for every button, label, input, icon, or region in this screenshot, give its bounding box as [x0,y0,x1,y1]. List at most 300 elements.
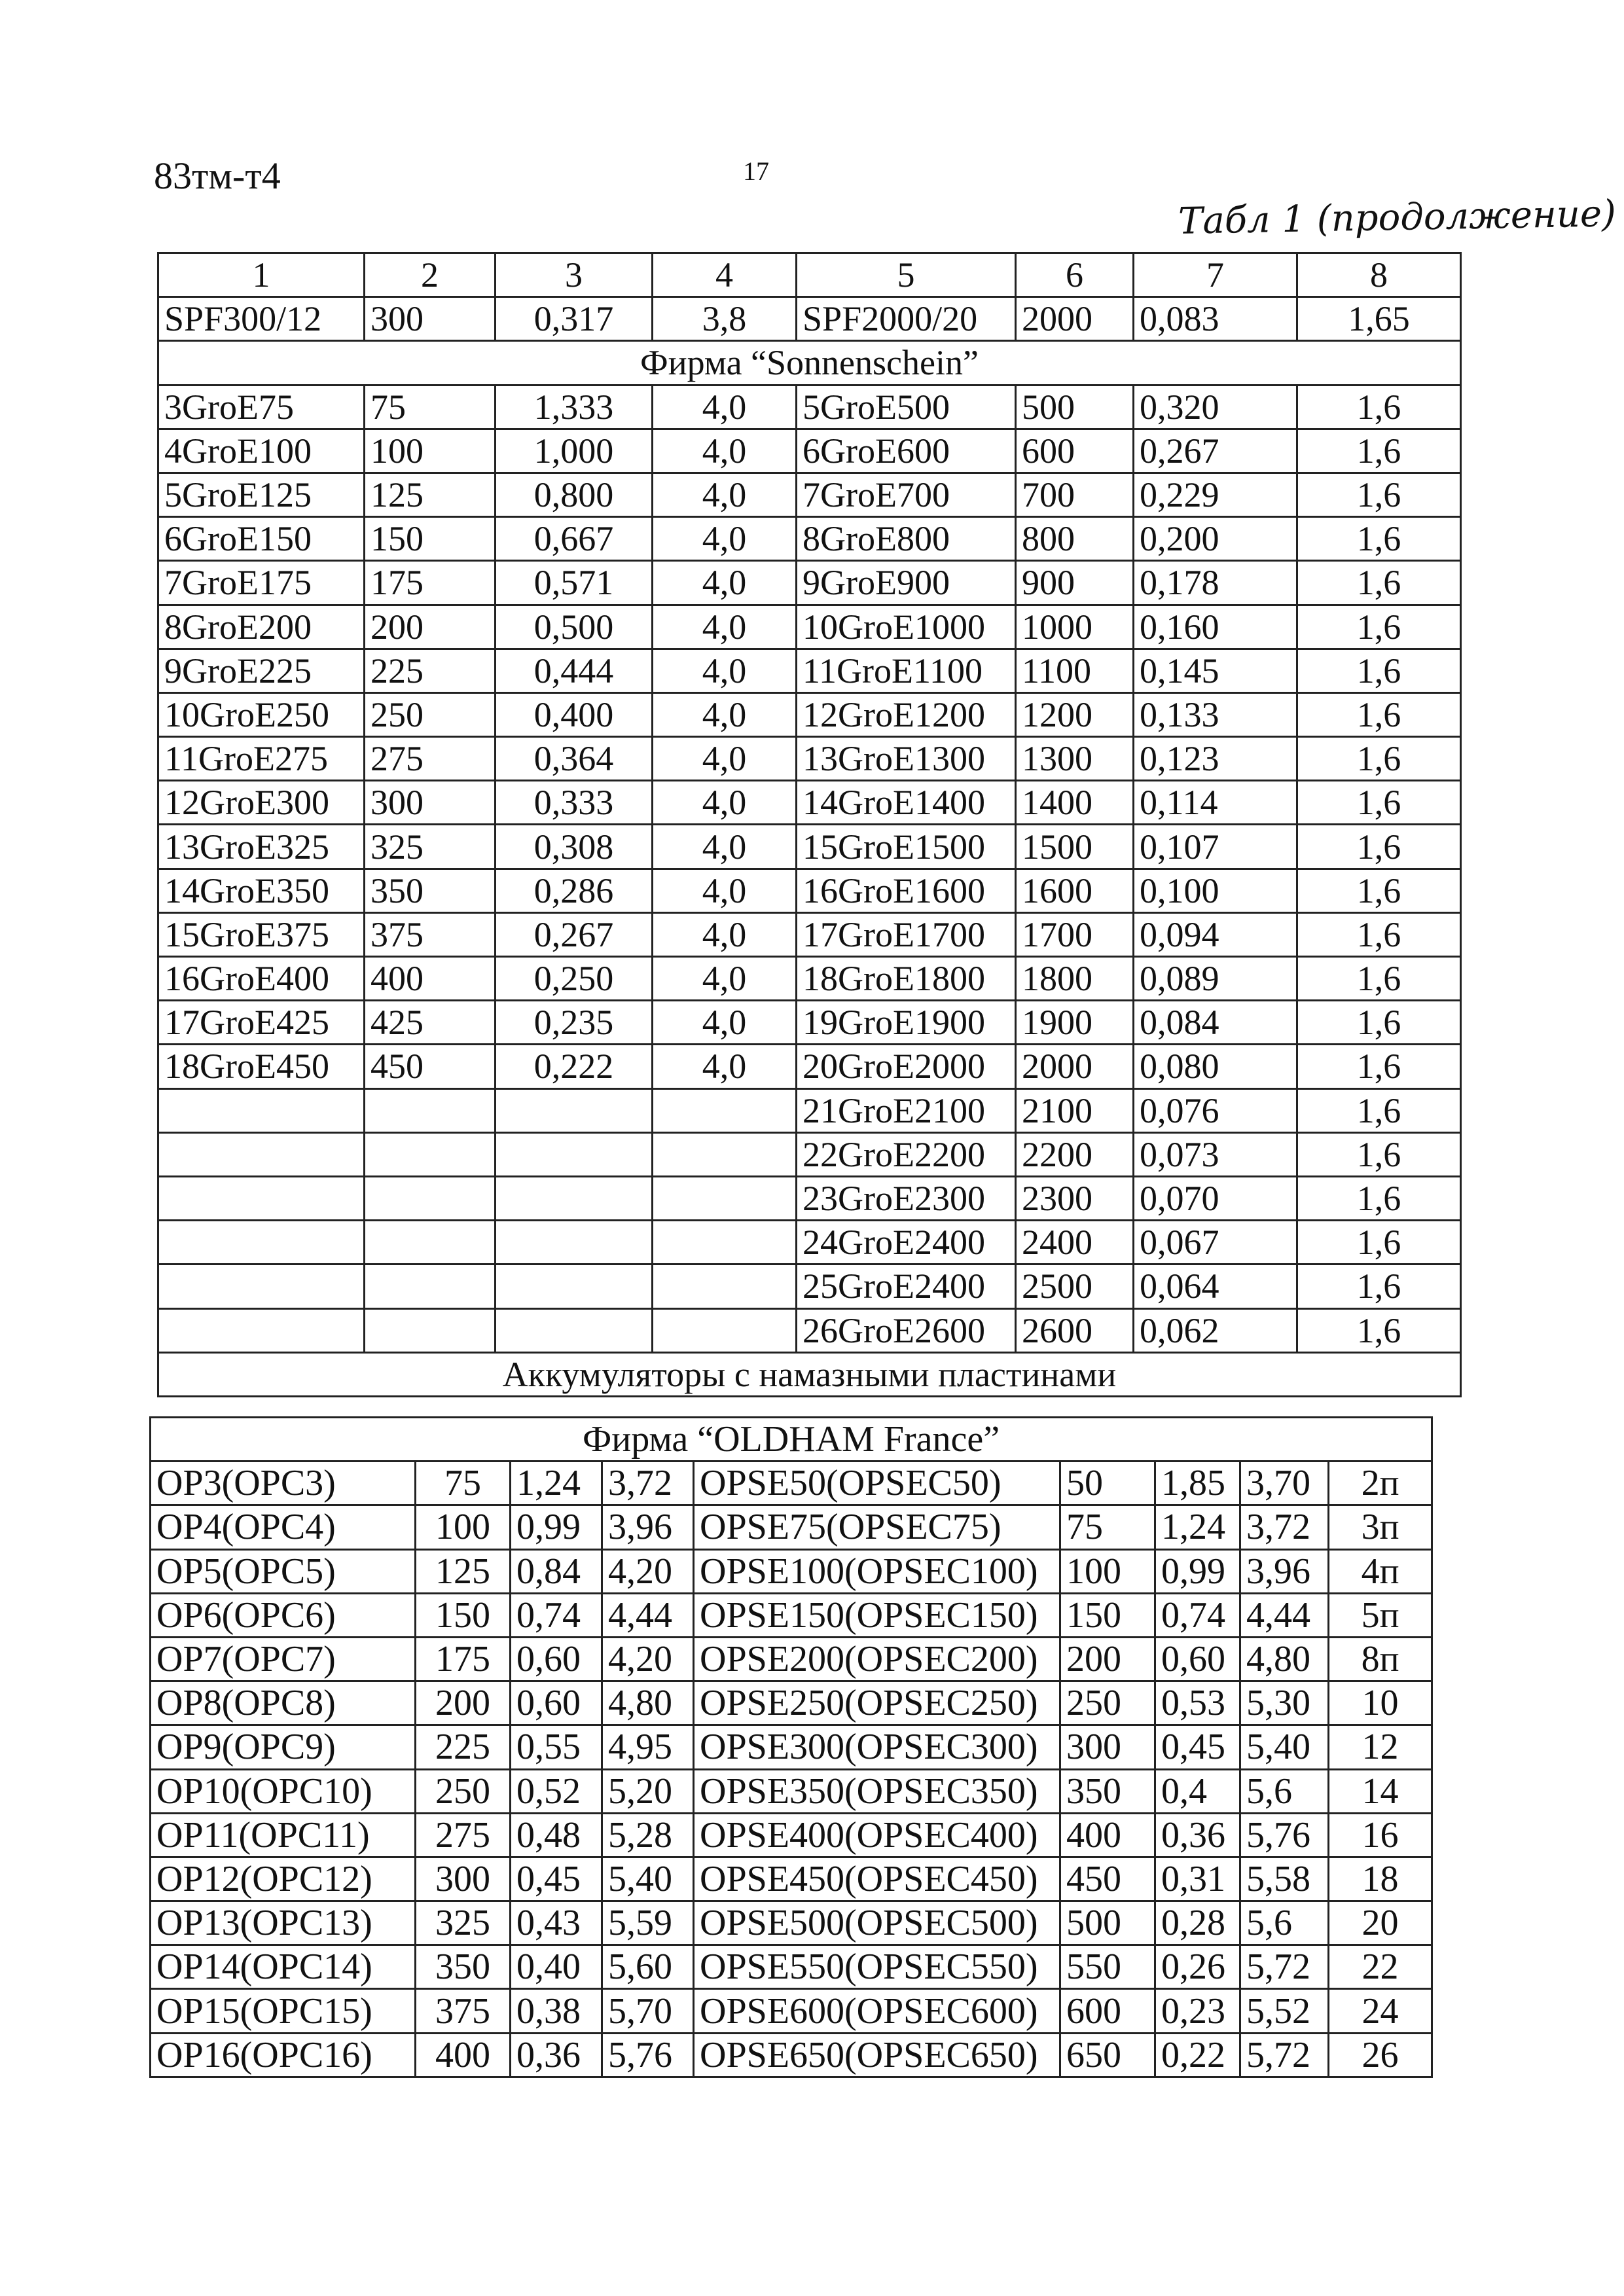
table-cell: 75 [365,385,496,429]
table-cell: 5,60 [602,1945,694,1989]
battery-table-sonnenschein [157,252,1462,1397]
section-title-sonnenschein: Фирма “Sonnenschein” [158,341,1461,385]
table-cell: 425 [365,1001,496,1045]
table-cell: 1,6 [1297,737,1461,781]
column-number-cell: 2 [365,253,496,297]
table-cell: 225 [416,1725,511,1769]
table-cell: 800 [1016,517,1134,561]
table-cell: 12GroE300 [158,781,365,825]
table-cell: 26 [1329,2033,1432,2077]
table-cell: 4,0 [653,781,797,825]
table-row [158,429,1461,473]
page-number: 17 [743,156,769,186]
column-number-cell: 6 [1016,253,1134,297]
table-cell: 2500 [1016,1265,1134,1308]
table-cell: 0,235 [496,1001,653,1045]
table-cell [158,1176,365,1220]
table-cell: 0,4 [1155,1769,1240,1813]
table-cell: 5,30 [1240,1681,1329,1725]
table-cell: 5GroE125 [158,473,365,516]
table-cell: 6GroE150 [158,517,365,561]
table-cell: 150 [1060,1593,1155,1637]
table-cell [653,1176,797,1220]
table-cell: OP8(OPC8) [151,1681,416,1725]
table-cell: 900 [1016,561,1134,605]
section-title-row [158,341,1461,385]
table-cell: 20 [1329,1901,1432,1945]
table-cell: 150 [416,1593,511,1637]
table-cell: OPSE400(OPSEC400) [694,1813,1060,1857]
table-cell: 25GroE2400 [797,1265,1016,1308]
table-cell: 125 [416,1549,511,1593]
table-cell: 3п [1329,1505,1432,1549]
table-cell: 4,95 [602,1725,694,1769]
table-continuation-note: Табл 1 (продолжение) [1178,192,1617,243]
table-cell: 14GroE350 [158,869,365,912]
table-cell: OPSE50(OPSEC50) [694,1462,1060,1505]
table-cell: 20GroE2000 [797,1045,1016,1088]
table-cell: 450 [1060,1857,1155,1901]
table-cell: 5,72 [1240,2033,1329,2077]
table-cell: 7GroE175 [158,561,365,605]
table-cell: 1,6 [1297,517,1461,561]
table-cell: 1900 [1016,1001,1134,1045]
table-row [158,1308,1461,1352]
table-row [151,1813,1432,1857]
table-cell: 0,333 [496,781,653,825]
table-cell: 400 [365,957,496,1001]
table-row [151,1769,1432,1813]
table-cell: 18GroE450 [158,1045,365,1088]
table-row [158,781,1461,825]
table-cell: 75 [1060,1505,1155,1549]
table-row [158,297,1461,341]
table-row [158,1176,1461,1220]
table-cell [653,1088,797,1132]
table-cell: 1100 [1016,649,1134,692]
table-cell: 10GroE1000 [797,605,1016,649]
table-cell: 0,107 [1134,825,1297,869]
table-cell: 0,070 [1134,1176,1297,1220]
table-cell: 0,100 [1134,869,1297,912]
table-cell [158,1088,365,1132]
table-row [151,1989,1432,2033]
table-cell: OPSE350(OPSEC350) [694,1769,1060,1813]
table-cell: 11GroE275 [158,737,365,781]
table-cell: SPF300/12 [158,297,365,341]
table-cell: OP14(OPC14) [151,1945,416,1989]
table-cell: OP3(OPC3) [151,1462,416,1505]
table-cell [496,1176,653,1220]
table-cell: 700 [1016,473,1134,516]
table-cell: 0,40 [511,1945,602,1989]
table-cell: 12GroE1200 [797,692,1016,736]
table-cell [365,1088,496,1132]
table-cell: 350 [365,869,496,912]
table-cell: OPSE600(OPSEC600) [694,1989,1060,2033]
table-cell: 2300 [1016,1176,1134,1220]
table-cell: 1700 [1016,912,1134,956]
table-cell: 18GroE1800 [797,957,1016,1001]
table-cell: 125 [365,473,496,516]
table-cell: 325 [416,1901,511,1945]
table-row [158,912,1461,956]
table-cell [158,1265,365,1308]
column-number-cell: 1 [158,253,365,297]
section-title-pasted-plates: Аккумуляторы с намазными пластинами [158,1352,1461,1396]
table-row [158,1132,1461,1176]
table-row [151,1725,1432,1769]
table-cell: 0,062 [1134,1308,1297,1352]
table-cell: 0,308 [496,825,653,869]
document-code: 83тм-т4 [154,154,281,197]
table-cell: 2000 [1016,1045,1134,1088]
table-cell: 75 [416,1462,511,1505]
table-cell: 8GroE800 [797,517,1016,561]
table-cell: 200 [416,1681,511,1725]
table-cell: 100 [1060,1549,1155,1593]
table-cell: 4,0 [653,429,797,473]
table-cell: 1,6 [1297,1308,1461,1352]
table-cell: 0,160 [1134,605,1297,649]
table-cell: 9GroE225 [158,649,365,692]
table-cell [653,1308,797,1352]
table-row [158,957,1461,1001]
table-cell: 300 [365,297,496,341]
table-cell: 2400 [1016,1221,1134,1265]
table-cell: 4,0 [653,912,797,956]
table-cell: 0,38 [511,1989,602,2033]
table-cell: 2100 [1016,1088,1134,1132]
table-cell: 4,80 [1240,1637,1329,1681]
table-cell: 0,36 [511,2033,602,2077]
table-cell: 250 [416,1769,511,1813]
table-cell: 3,72 [602,1462,694,1505]
table-cell: 0,133 [1134,692,1297,736]
table-cell: 0,60 [1155,1637,1240,1681]
table-cell: 0,080 [1134,1045,1297,1088]
table-cell: OP10(OPC10) [151,1769,416,1813]
table-cell: OP16(OPC16) [151,2033,416,2077]
table-cell: 0,200 [1134,517,1297,561]
table-cell [365,1308,496,1352]
table-cell: 5,6 [1240,1769,1329,1813]
table-cell: OPSE300(OPSEC300) [694,1725,1060,1769]
table-cell: OP13(OPC13) [151,1901,416,1945]
table-cell: 18 [1329,1857,1432,1901]
table-cell [496,1132,653,1176]
table-cell: 15GroE375 [158,912,365,956]
table-cell: 0,99 [511,1505,602,1549]
table-row [158,869,1461,912]
table-row [151,2033,1432,2077]
table-cell: 4,0 [653,1045,797,1088]
table-cell: 1800 [1016,957,1134,1001]
table-cell: 1,6 [1297,957,1461,1001]
column-number-cell: 5 [797,253,1016,297]
table-cell: 0,178 [1134,561,1297,605]
table-cell: 4,0 [653,561,797,605]
table-cell: 4п [1329,1549,1432,1593]
table-row [151,1462,1432,1505]
table-cell: 1,6 [1297,605,1461,649]
table-cell: 0,067 [1134,1221,1297,1265]
table-cell: OPSE550(OPSEC550) [694,1945,1060,1989]
table-cell: 3,72 [1240,1505,1329,1549]
table-cell: 4,0 [653,473,797,516]
table-cell: 4,0 [653,825,797,869]
table-cell [653,1132,797,1176]
table-cell: 350 [1060,1769,1155,1813]
table-cell: 0,089 [1134,957,1297,1001]
table-row [158,385,1461,429]
table-cell: SPF2000/20 [797,297,1016,341]
table-row [151,1857,1432,1901]
table-cell [365,1176,496,1220]
table-cell: OP9(OPC9) [151,1725,416,1769]
table-cell: OP4(OPC4) [151,1505,416,1549]
table-cell: 6GroE600 [797,429,1016,473]
column-number-cell: 7 [1134,253,1297,297]
table-cell: 0,55 [511,1725,602,1769]
table-cell: 17GroE425 [158,1001,365,1045]
table-cell: 0,267 [496,912,653,956]
table-cell: 0,52 [511,1769,602,1813]
table-cell: 1,6 [1297,1132,1461,1176]
table-cell: 0,500 [496,605,653,649]
table-cell: 0,99 [1155,1549,1240,1593]
table-cell: 4GroE100 [158,429,365,473]
table-cell: 450 [365,1045,496,1088]
table-row [151,1945,1432,1989]
table-cell: 0,083 [1134,297,1297,341]
table-cell: 275 [416,1813,511,1857]
table-cell: 175 [365,561,496,605]
table-cell: 5,59 [602,1901,694,1945]
table-cell: OPSE150(OPSEC150) [694,1593,1060,1637]
table-cell: 500 [1016,385,1134,429]
table-cell: 22 [1329,1945,1432,1989]
table-cell: 0,250 [496,957,653,1001]
table-cell: 1,6 [1297,1265,1461,1308]
section-title-row [158,1352,1461,1396]
table-cell: 4,0 [653,385,797,429]
table-cell: 22GroE2200 [797,1132,1016,1176]
table-row [151,1593,1432,1637]
table-cell: 400 [1060,1813,1155,1857]
table-cell: 4,20 [602,1637,694,1681]
table-row [151,1549,1432,1593]
table-cell: 1,24 [1155,1505,1240,1549]
table-cell: 1,85 [1155,1462,1240,1505]
table-row [158,737,1461,781]
table-row [158,825,1461,869]
table-cell: 1,6 [1297,781,1461,825]
table-cell: 16 [1329,1813,1432,1857]
table-cell [365,1132,496,1176]
table-cell: 0,800 [496,473,653,516]
table-cell: 0,094 [1134,912,1297,956]
table-cell: 1,6 [1297,1221,1461,1265]
table-cell: OP7(OPC7) [151,1637,416,1681]
table-cell: 1500 [1016,825,1134,869]
table-row [158,517,1461,561]
table-cell: 200 [365,605,496,649]
table-cell: 375 [416,1989,511,2033]
table-cell: 225 [365,649,496,692]
table-cell: 4,0 [653,517,797,561]
table-cell: OP11(OPC11) [151,1813,416,1857]
table-row [158,1265,1461,1308]
table-cell: 0,43 [511,1901,602,1945]
table-cell: 0,23 [1155,1989,1240,2033]
table-cell: 5,40 [1240,1725,1329,1769]
table-cell: 2п [1329,1462,1432,1505]
table-cell: 0,26 [1155,1945,1240,1989]
table-cell: 275 [365,737,496,781]
table-row [158,1001,1461,1045]
table-cell: 0,48 [511,1813,602,1857]
table-cell: 4,44 [602,1593,694,1637]
table-cell: 0,073 [1134,1132,1297,1176]
table-cell: OPSE100(OPSEC100) [694,1549,1060,1593]
table-cell: 0,60 [511,1637,602,1681]
table-cell: 4,0 [653,649,797,692]
table-cell: 0,114 [1134,781,1297,825]
table-cell: 5,70 [602,1989,694,2033]
table-cell: 0,317 [496,297,653,341]
table-cell [158,1308,365,1352]
table-cell: 0,74 [1155,1593,1240,1637]
table-cell: 4,80 [602,1681,694,1725]
table-cell: 3,8 [653,297,797,341]
table-cell: OPSE250(OPSEC250) [694,1681,1060,1725]
table-cell: 2600 [1016,1308,1134,1352]
table-cell: 13GroE325 [158,825,365,869]
table-cell: 13GroE1300 [797,737,1016,781]
table-cell: 15GroE1500 [797,825,1016,869]
table-cell: 1000 [1016,605,1134,649]
table-cell: 5GroE500 [797,385,1016,429]
table-cell: 5,76 [602,2033,694,2077]
table-cell: 0,444 [496,649,653,692]
table-cell: 600 [1016,429,1134,473]
table-cell: 0,45 [511,1857,602,1901]
table-cell: 0,076 [1134,1088,1297,1132]
table-cell [653,1221,797,1265]
table-cell: 0,364 [496,737,653,781]
table-cell: 4,0 [653,737,797,781]
table-cell: 550 [1060,1945,1155,1989]
table-cell: 23GroE2300 [797,1176,1016,1220]
table-cell: 1,6 [1297,912,1461,956]
table-cell: 1,6 [1297,825,1461,869]
table-cell: 175 [416,1637,511,1681]
table-cell [496,1088,653,1132]
table-cell: 0,84 [511,1549,602,1593]
table-cell: 12 [1329,1725,1432,1769]
table-cell: 3GroE75 [158,385,365,429]
table-cell: 5п [1329,1593,1432,1637]
table-cell: 26GroE2600 [797,1308,1016,1352]
table-cell: 5,52 [1240,1989,1329,2033]
table-cell: OPSE650(OPSEC650) [694,2033,1060,2077]
table-cell: 0,31 [1155,1857,1240,1901]
table-cell: 300 [365,781,496,825]
table-cell: 5,6 [1240,1901,1329,1945]
table-cell: 16GroE1600 [797,869,1016,912]
table-cell: 1,6 [1297,1176,1461,1220]
table-cell: 300 [416,1857,511,1901]
table-row [158,649,1461,692]
table-cell: 9GroE900 [797,561,1016,605]
table-cell: 10 [1329,1681,1432,1725]
column-number-cell: 8 [1297,253,1461,297]
table-cell: 10GroE250 [158,692,365,736]
table-cell: 1300 [1016,737,1134,781]
table-cell: 4,0 [653,1001,797,1045]
table-cell: 1,6 [1297,473,1461,516]
table-cell: 250 [365,692,496,736]
table-cell: 0,53 [1155,1681,1240,1725]
table-cell: 200 [1060,1637,1155,1681]
table-cell: 4,44 [1240,1593,1329,1637]
table-cell: 1,6 [1297,1045,1461,1088]
table-cell: 16GroE400 [158,957,365,1001]
table-cell: 500 [1060,1901,1155,1945]
table-cell [496,1308,653,1352]
table-cell: 24 [1329,1989,1432,2033]
table-cell: 650 [1060,2033,1155,2077]
table-cell: 0,267 [1134,429,1297,473]
table-cell: 375 [365,912,496,956]
table-cell: 1,6 [1297,385,1461,429]
table-cell: 0,74 [511,1593,602,1637]
table-cell: 4,0 [653,957,797,1001]
table-cell: 0,28 [1155,1901,1240,1945]
table-cell: 50 [1060,1462,1155,1505]
table-cell: 5,40 [602,1857,694,1901]
table-cell: 1,6 [1297,1001,1461,1045]
table-cell: 1,6 [1297,692,1461,736]
table-cell: 150 [365,517,496,561]
table-cell: OP5(OPC5) [151,1549,416,1593]
table-cell: 1400 [1016,781,1134,825]
table-cell: 11GroE1100 [797,649,1016,692]
table-cell: 600 [1060,1989,1155,2033]
table-cell [496,1221,653,1265]
table-cell: 2000 [1016,297,1134,341]
column-number-row [158,253,1461,297]
table-cell: 1,24 [511,1462,602,1505]
table-cell: 17GroE1700 [797,912,1016,956]
column-number-cell: 4 [653,253,797,297]
table-cell: 2200 [1016,1132,1134,1176]
table-cell: 325 [365,825,496,869]
table-cell: 0,084 [1134,1001,1297,1045]
table-cell: 7GroE700 [797,473,1016,516]
table-cell: 0,667 [496,517,653,561]
table-cell: 5,28 [602,1813,694,1857]
table-cell: 4,20 [602,1549,694,1593]
table-row [158,1045,1461,1088]
table-cell [158,1132,365,1176]
table-cell: 350 [416,1945,511,1989]
table-cell: 1,333 [496,385,653,429]
table-cell [158,1221,365,1265]
table-row [158,473,1461,516]
table-row [158,605,1461,649]
